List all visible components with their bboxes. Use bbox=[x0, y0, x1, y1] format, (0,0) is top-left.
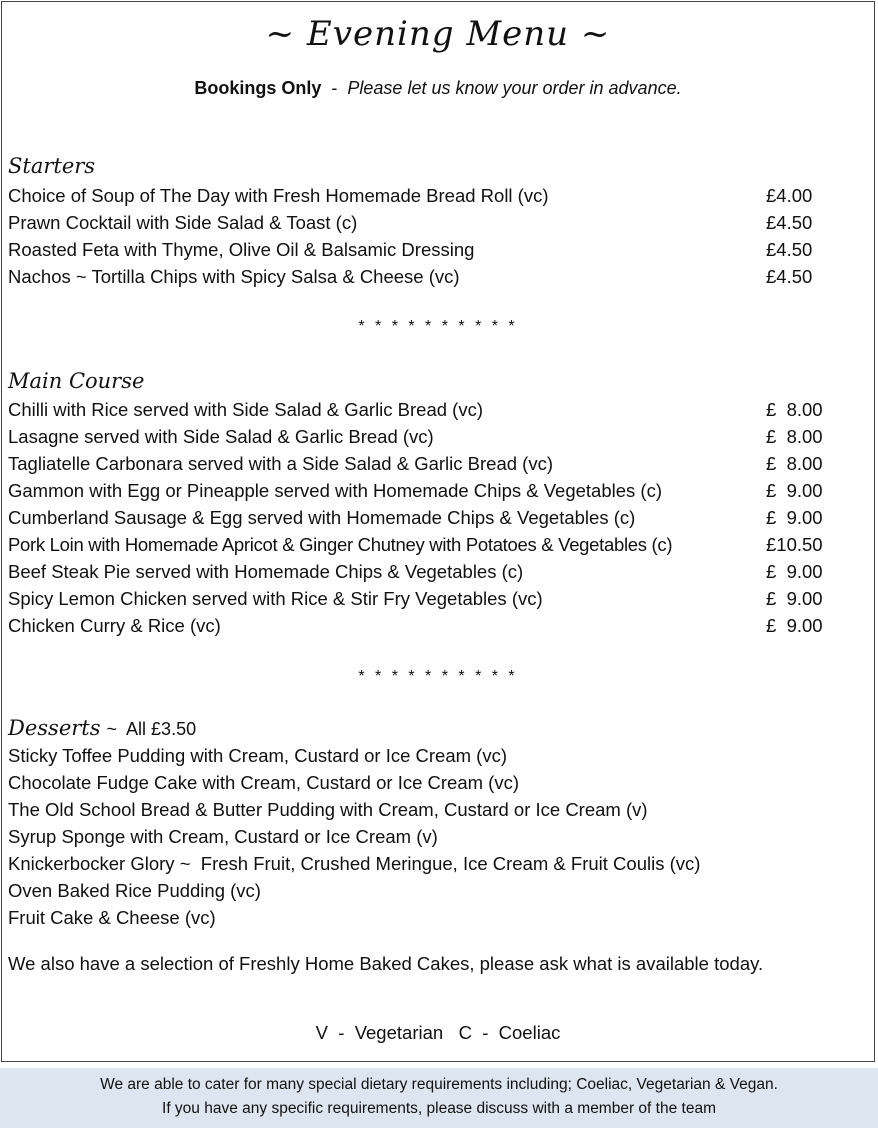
list-item bbox=[8, 212, 868, 239]
item-price: £ 9.00 bbox=[766, 588, 823, 609]
item-name: Chicken Curry & Rice (vc) bbox=[8, 615, 221, 636]
list-item bbox=[8, 185, 868, 212]
item-price: £ 9.00 bbox=[766, 507, 823, 528]
booking-bold: Bookings Only bbox=[194, 78, 322, 98]
item-price: £ 9.00 bbox=[766, 480, 823, 501]
cakes-note: We also have a selection of Freshly Home Baked Cakes, please ask what is available today. bbox=[8, 953, 764, 974]
item-name: Chocolate Fudge Cake with Cream, Custard or Ice Cream (vc) bbox=[8, 772, 519, 793]
list-item bbox=[8, 588, 868, 615]
booking-note bbox=[2, 78, 874, 99]
dietary-footer bbox=[0, 1068, 878, 1128]
list-item bbox=[8, 799, 868, 826]
section-divider: * * * * * * * * * * bbox=[358, 668, 518, 685]
list-item bbox=[8, 239, 868, 266]
list-item bbox=[8, 826, 868, 853]
item-name: Gammon with Egg or Pineapple served with Homemade Chips & Vegetables (c) bbox=[8, 480, 662, 501]
main-course-heading: Main Course bbox=[8, 369, 145, 393]
desserts-title: Desserts bbox=[8, 716, 101, 740]
item-name: Spicy Lemon Chicken served with Rice & Stir Fry Vegetables (vc) bbox=[8, 588, 543, 609]
list-item bbox=[8, 534, 868, 561]
starters-heading: Starters bbox=[8, 154, 96, 178]
item-name: Oven Baked Rice Pudding (vc) bbox=[8, 880, 261, 901]
item-name: Cumberland Sausage & Egg served with Homemade Chips & Vegetables (c) bbox=[8, 507, 636, 528]
booking-italic: Please let us know your order in advance. bbox=[347, 78, 682, 98]
item-name: Lasagne served with Side Salad & Garlic Bread (vc) bbox=[8, 426, 434, 447]
list-item bbox=[8, 266, 868, 293]
item-price: £4.00 bbox=[766, 185, 813, 206]
list-item bbox=[8, 907, 868, 934]
section-divider: * * * * * * * * * * bbox=[358, 318, 518, 335]
item-name: The Old School Bread & Butter Pudding with Cream, Custard or Ice Cream (v) bbox=[8, 799, 648, 820]
list-item bbox=[8, 399, 868, 426]
list-item bbox=[8, 453, 868, 480]
item-name: Syrup Sponge with Cream, Custard or Ice Cream (v) bbox=[8, 826, 438, 847]
list-item bbox=[8, 853, 868, 880]
item-price: £4.50 bbox=[766, 239, 813, 260]
item-name: Beef Steak Pie served with Homemade Chips & Vegetables (c) bbox=[8, 561, 524, 582]
item-name: Pork Loin with Homemade Apricot & Ginger Chutney with Potatoes & Vegetables (c) bbox=[8, 534, 673, 555]
item-price: £ 9.00 bbox=[766, 615, 823, 636]
item-name: Fruit Cake & Cheese (vc) bbox=[8, 907, 216, 928]
list-item bbox=[8, 426, 868, 453]
item-name: Sticky Toffee Pudding with Cream, Custard or Ice Cream (vc) bbox=[8, 745, 508, 766]
booking-separator: - bbox=[321, 78, 348, 98]
list-item bbox=[8, 561, 868, 588]
item-name: Roasted Feta with Thyme, Olive Oil & Balsamic Dressing bbox=[8, 239, 475, 260]
list-item bbox=[8, 615, 868, 642]
item-price: £10.50 bbox=[766, 534, 823, 555]
item-name: Knickerbocker Glory ~ Fresh Fruit, Crushed Meringue, Ice Cream & Fruit Coulis (vc) bbox=[8, 853, 701, 874]
item-price: £4.50 bbox=[766, 266, 813, 287]
item-name: Chilli with Rice served with Side Salad & Garlic Bread (vc) bbox=[8, 399, 484, 420]
list-item bbox=[8, 745, 868, 772]
desserts-price-note: ~ All £3.50 bbox=[106, 719, 197, 739]
list-item bbox=[8, 880, 868, 907]
item-name: Prawn Cocktail with Side Salad & Toast (c) bbox=[8, 212, 358, 233]
menu-title: ~ Evening Menu ~ bbox=[265, 14, 611, 54]
item-name: Tagliatelle Carbonara served with a Side Salad & Garlic Bread (vc) bbox=[8, 453, 553, 474]
menu-card bbox=[1, 1, 875, 1062]
footer-line-1: We are able to cater for many special dietary requirements including; Coeliac, Vegetarian & Vegan. bbox=[100, 1076, 778, 1093]
item-name: Nachos ~ Tortilla Chips with Spicy Salsa & Cheese (vc) bbox=[8, 266, 460, 287]
footer-line-2: If you have any specific requirements, please discuss with a member of the team bbox=[162, 1100, 716, 1117]
item-price: £ 9.00 bbox=[766, 561, 823, 582]
list-item bbox=[8, 772, 868, 799]
list-item bbox=[8, 480, 868, 507]
item-name: Choice of Soup of The Day with Fresh Homemade Bread Roll (vc) bbox=[8, 185, 549, 206]
list-item bbox=[8, 507, 868, 534]
item-price: £ 8.00 bbox=[766, 426, 823, 447]
dietary-legend: V - Vegetarian C - Coeliac bbox=[315, 1022, 561, 1043]
item-price: £ 8.00 bbox=[766, 399, 823, 420]
item-price: £ 8.00 bbox=[766, 453, 823, 474]
item-price: £4.50 bbox=[766, 212, 813, 233]
desserts-heading bbox=[8, 716, 196, 740]
